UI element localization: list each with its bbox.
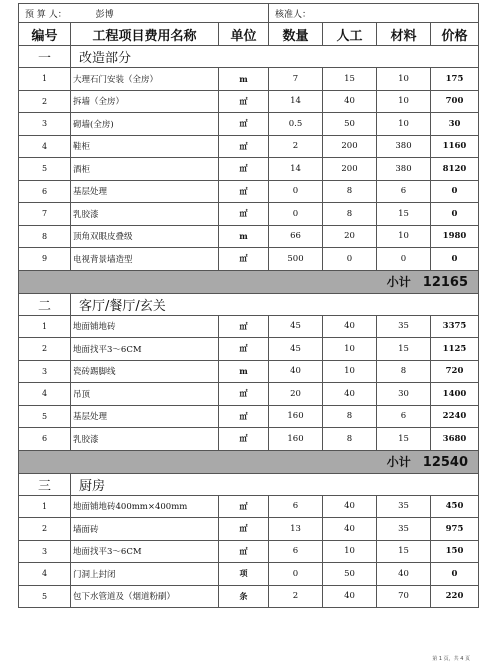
row-price: 0 <box>431 180 479 203</box>
row-number: 2 <box>19 338 71 361</box>
row-item-name: 拆墙（全房） <box>71 90 219 113</box>
row-price: 975 <box>431 518 479 541</box>
table-row <box>19 428 479 451</box>
row-number: 4 <box>19 383 71 406</box>
row-unit: ㎡ <box>219 180 269 203</box>
row-material: 15 <box>377 540 431 563</box>
table-row <box>19 360 479 383</box>
row-quantity: 2 <box>269 135 323 158</box>
header-item-name: 工程项目费用名称 <box>71 23 219 46</box>
budget-label: 预 算 人： <box>25 9 67 20</box>
budget-person-cell <box>19 4 269 23</box>
row-number: 4 <box>19 135 71 158</box>
row-material: 15 <box>377 338 431 361</box>
row-item-name: 基层处理 <box>71 180 219 203</box>
row-price: 0 <box>431 248 479 271</box>
row-material: 6 <box>377 405 431 428</box>
row-unit: 条 <box>219 585 269 608</box>
row-unit: ㎡ <box>219 203 269 226</box>
row-price: 1125 <box>431 338 479 361</box>
table-row <box>19 158 479 181</box>
approver-cell <box>269 4 479 23</box>
row-price: 8120 <box>431 158 479 181</box>
budget-table-body <box>19 4 479 608</box>
header-row <box>19 23 479 46</box>
row-number: 6 <box>19 180 71 203</box>
row-labor: 20 <box>323 225 377 248</box>
row-quantity: 66 <box>269 225 323 248</box>
table-row <box>19 68 479 91</box>
row-quantity: 7 <box>269 68 323 91</box>
row-quantity: 6 <box>269 495 323 518</box>
section-number: 一 <box>19 46 71 68</box>
row-item-name: 乳胶漆 <box>71 203 219 226</box>
table-row <box>19 180 479 203</box>
row-quantity: 20 <box>269 383 323 406</box>
row-quantity: 14 <box>269 158 323 181</box>
row-number: 1 <box>19 315 71 338</box>
row-quantity: 45 <box>269 338 323 361</box>
section-row <box>19 46 479 68</box>
header-quantity: 数量 <box>269 23 323 46</box>
row-labor: 40 <box>323 90 377 113</box>
row-quantity: 45 <box>269 315 323 338</box>
budget-person: 彭博 <box>95 9 114 20</box>
section-title: 厨房 <box>71 473 479 495</box>
table-row <box>19 225 479 248</box>
subtotal-value: 12165 <box>422 275 469 290</box>
table-row <box>19 540 479 563</box>
row-unit: ㎡ <box>219 248 269 271</box>
row-labor: 0 <box>323 248 377 271</box>
table-row <box>19 203 479 226</box>
meta-row <box>19 4 479 23</box>
row-number: 7 <box>19 203 71 226</box>
table-row <box>19 338 479 361</box>
subtotal-label: 小计 <box>386 455 411 469</box>
section-title: 改造部分 <box>71 46 479 68</box>
row-unit: ㎡ <box>219 495 269 518</box>
subtotal-row <box>19 450 479 473</box>
row-item-name: 鞋柜 <box>71 135 219 158</box>
row-quantity: 160 <box>269 405 323 428</box>
row-number: 5 <box>19 405 71 428</box>
row-number: 3 <box>19 113 71 136</box>
row-item-name: 电视背景墙造型 <box>71 248 219 271</box>
row-quantity: 0 <box>269 203 323 226</box>
section-number: 三 <box>19 473 71 495</box>
subtotal-label: 小计 <box>386 275 411 289</box>
row-item-name: 地面铺地砖 <box>71 315 219 338</box>
row-quantity: 6 <box>269 540 323 563</box>
approver-label: 核准人： <box>275 9 312 20</box>
row-price: 30 <box>431 113 479 136</box>
row-quantity: 0 <box>269 180 323 203</box>
row-material: 15 <box>377 203 431 226</box>
row-material: 70 <box>377 585 431 608</box>
row-material: 0 <box>377 248 431 271</box>
row-labor: 8 <box>323 203 377 226</box>
row-material: 35 <box>377 518 431 541</box>
row-labor: 10 <box>323 540 377 563</box>
row-labor: 200 <box>323 135 377 158</box>
row-item-name: 地面找平3～6CM <box>71 338 219 361</box>
row-material: 30 <box>377 383 431 406</box>
row-labor: 40 <box>323 585 377 608</box>
row-unit: ㎡ <box>219 315 269 338</box>
row-unit: 项 <box>219 563 269 586</box>
row-price: 2240 <box>431 405 479 428</box>
table-row <box>19 405 479 428</box>
row-price: 1400 <box>431 383 479 406</box>
row-number: 2 <box>19 90 71 113</box>
table-row <box>19 113 479 136</box>
row-price: 0 <box>431 203 479 226</box>
row-unit: ㎡ <box>219 383 269 406</box>
row-item-name: 大理石门安装（全房） <box>71 68 219 91</box>
row-price: 720 <box>431 360 479 383</box>
row-price: 3680 <box>431 428 479 451</box>
section-title: 客厅/餐厅/玄关 <box>71 293 479 315</box>
row-unit: ㎡ <box>219 405 269 428</box>
row-number: 5 <box>19 158 71 181</box>
table-row <box>19 383 479 406</box>
row-number: 4 <box>19 563 71 586</box>
row-labor: 10 <box>323 338 377 361</box>
row-number: 1 <box>19 495 71 518</box>
row-labor: 40 <box>323 315 377 338</box>
row-labor: 8 <box>323 405 377 428</box>
row-number: 3 <box>19 540 71 563</box>
header-unit: 单位 <box>219 23 269 46</box>
row-quantity: 2 <box>269 585 323 608</box>
section-number: 二 <box>19 293 71 315</box>
row-unit: ㎡ <box>219 338 269 361</box>
row-item-name: 顶角双眼皮叠级 <box>71 225 219 248</box>
row-material: 6 <box>377 180 431 203</box>
row-price: 0 <box>431 563 479 586</box>
table-row <box>19 248 479 271</box>
row-price: 1980 <box>431 225 479 248</box>
row-material: 380 <box>377 135 431 158</box>
row-price: 175 <box>431 68 479 91</box>
row-labor: 200 <box>323 158 377 181</box>
row-price: 1160 <box>431 135 479 158</box>
subtotal-cell <box>19 270 479 293</box>
row-labor: 15 <box>323 68 377 91</box>
header-number: 编号 <box>19 23 71 46</box>
row-item-name: 包下水管道及（烟道粉刷） <box>71 585 219 608</box>
row-labor: 40 <box>323 495 377 518</box>
table-row <box>19 585 479 608</box>
header-price: 价格 <box>431 23 479 46</box>
row-number: 9 <box>19 248 71 271</box>
row-material: 10 <box>377 90 431 113</box>
row-number: 1 <box>19 68 71 91</box>
row-labor: 10 <box>323 360 377 383</box>
row-quantity: 40 <box>269 360 323 383</box>
table-row <box>19 518 479 541</box>
row-price: 220 <box>431 585 479 608</box>
row-number: 2 <box>19 518 71 541</box>
row-price: 450 <box>431 495 479 518</box>
subtotal-row <box>19 270 479 293</box>
row-unit: ㎡ <box>219 135 269 158</box>
row-labor: 40 <box>323 383 377 406</box>
row-material: 10 <box>377 225 431 248</box>
row-price: 3375 <box>431 315 479 338</box>
table-row <box>19 315 479 338</box>
row-material: 35 <box>377 495 431 518</box>
row-price: 150 <box>431 540 479 563</box>
row-material: 40 <box>377 563 431 586</box>
row-item-name: 地面找平3～6CM <box>71 540 219 563</box>
row-unit: ㎡ <box>219 90 269 113</box>
row-item-name: 砌墙(全房) <box>71 113 219 136</box>
table-row <box>19 135 479 158</box>
section-row <box>19 473 479 495</box>
row-material: 10 <box>377 113 431 136</box>
row-material: 10 <box>377 68 431 91</box>
table-row <box>19 495 479 518</box>
row-quantity: 0.5 <box>269 113 323 136</box>
page-footer: 第 1 页，共 4 页 <box>432 656 470 662</box>
row-labor: 8 <box>323 428 377 451</box>
row-item-name: 地面铺地砖400mm×400mm <box>71 495 219 518</box>
row-quantity: 0 <box>269 563 323 586</box>
header-labor: 人工 <box>323 23 377 46</box>
row-unit: m <box>219 68 269 91</box>
row-item-name: 门洞上封闭 <box>71 563 219 586</box>
subtotal-value: 12540 <box>422 455 469 470</box>
row-labor: 50 <box>323 563 377 586</box>
table-row <box>19 90 479 113</box>
row-material: 35 <box>377 315 431 338</box>
row-quantity: 500 <box>269 248 323 271</box>
row-unit: ㎡ <box>219 518 269 541</box>
subtotal-cell <box>19 450 479 473</box>
row-price: 700 <box>431 90 479 113</box>
row-item-name: 瓷砖踢脚线 <box>71 360 219 383</box>
header-material: 材料 <box>377 23 431 46</box>
row-quantity: 13 <box>269 518 323 541</box>
row-material: 380 <box>377 158 431 181</box>
row-unit: ㎡ <box>219 428 269 451</box>
row-unit: ㎡ <box>219 113 269 136</box>
row-number: 5 <box>19 585 71 608</box>
row-item-name: 吊顶 <box>71 383 219 406</box>
row-item-name: 基层处理 <box>71 405 219 428</box>
row-number: 6 <box>19 428 71 451</box>
row-item-name: 墙面砖 <box>71 518 219 541</box>
row-quantity: 14 <box>269 90 323 113</box>
row-unit: m <box>219 225 269 248</box>
row-unit: ㎡ <box>219 158 269 181</box>
section-row <box>19 293 479 315</box>
row-quantity: 160 <box>269 428 323 451</box>
row-unit: m <box>219 360 269 383</box>
row-material: 15 <box>377 428 431 451</box>
row-item-name: 酒柜 <box>71 158 219 181</box>
budget-table <box>18 3 479 608</box>
row-labor: 8 <box>323 180 377 203</box>
row-number: 3 <box>19 360 71 383</box>
row-number: 8 <box>19 225 71 248</box>
row-labor: 50 <box>323 113 377 136</box>
row-item-name: 乳胶漆 <box>71 428 219 451</box>
row-material: 8 <box>377 360 431 383</box>
row-labor: 40 <box>323 518 377 541</box>
row-unit: ㎡ <box>219 540 269 563</box>
table-row <box>19 563 479 586</box>
